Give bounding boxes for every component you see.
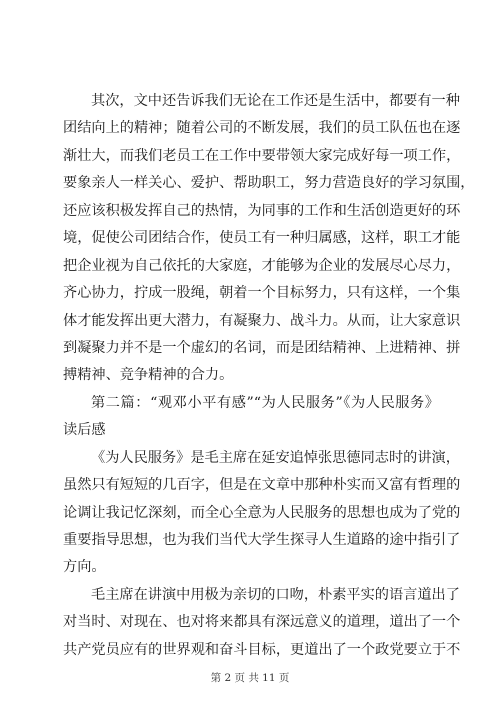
text-line: 其次，文中还告诉我们无论在工作还是生活中，都要有一种 [91, 93, 460, 109]
paragraph [63, 582, 461, 664]
text-line: 还应该积极发挥自己的热情，为同事的工作和生活创造更好的环 [63, 202, 461, 219]
document-body [63, 88, 475, 664]
text-line: 论调让我记忆深刻，而全心全意为人民服务的思想也成为了党的 [63, 504, 461, 521]
text-line: 把企业视为自己依托的大家庭，才能够为企业的发展尽心尽力， [63, 257, 461, 274]
text-line: 对当时、对现在、也对将来都具有深远意义的道理，道出了一个 [63, 614, 461, 631]
text-line: 搏精神、竞争精神的合力。 [63, 367, 234, 384]
text-line: 虽然只有短短的几百字，但是在文章中那种朴实而又富有哲理的 [63, 477, 461, 494]
text-line: 境，促使公司团结合作，使员工有一种归属感，这样，职工才能 [63, 230, 461, 247]
text-line: 要象亲人一样关心、爱护、帮助职工，努力营造良好的学习氛围， [63, 175, 475, 192]
page-footer: 第 2 页 共 11 页 [210, 672, 290, 684]
text-line: 齐心协力，拧成一股绳，朝着一个目标努力，只有这样，一个集 [63, 285, 461, 302]
section-heading [63, 390, 439, 445]
text-line: 到凝聚力并不是一个虚幻的名词，而是团结精神、上进精神、拼 [63, 339, 461, 356]
heading-line: 读后感 [63, 422, 106, 439]
paragraph [63, 445, 461, 582]
heading-line: 第二篇：“观邓小平有感”“为人民服务”《为人民服务》 [91, 394, 439, 411]
text-line: 体才能发挥出更大潜力，有凝聚力、战斗力。从而，让大家意识 [63, 312, 461, 329]
text-line: 《为人民服务》是毛主席在延安追悼张思德同志时的讲演， [91, 449, 460, 466]
text-line: 渐壮大，而我们老员工在工作中要带领大家完成好每一项工作， [63, 147, 461, 164]
text-line: 重要指导思想，也为我们当代大学生探寻人生道路的途中指引了 [63, 532, 461, 548]
text-line: 团结向上的精神；随着公司的不断发展，我们的员工队伍也在逐 [63, 120, 461, 137]
text-line: 共产党员应有的世界观和奋斗目标，更道出了一个政党要立于不 [63, 641, 461, 658]
paragraph [63, 88, 475, 390]
text-line: 毛主席在讲演中用极为亲切的口吻，朴素平实的语言道出了 [91, 586, 460, 603]
text-line: 方向。 [63, 559, 106, 576]
